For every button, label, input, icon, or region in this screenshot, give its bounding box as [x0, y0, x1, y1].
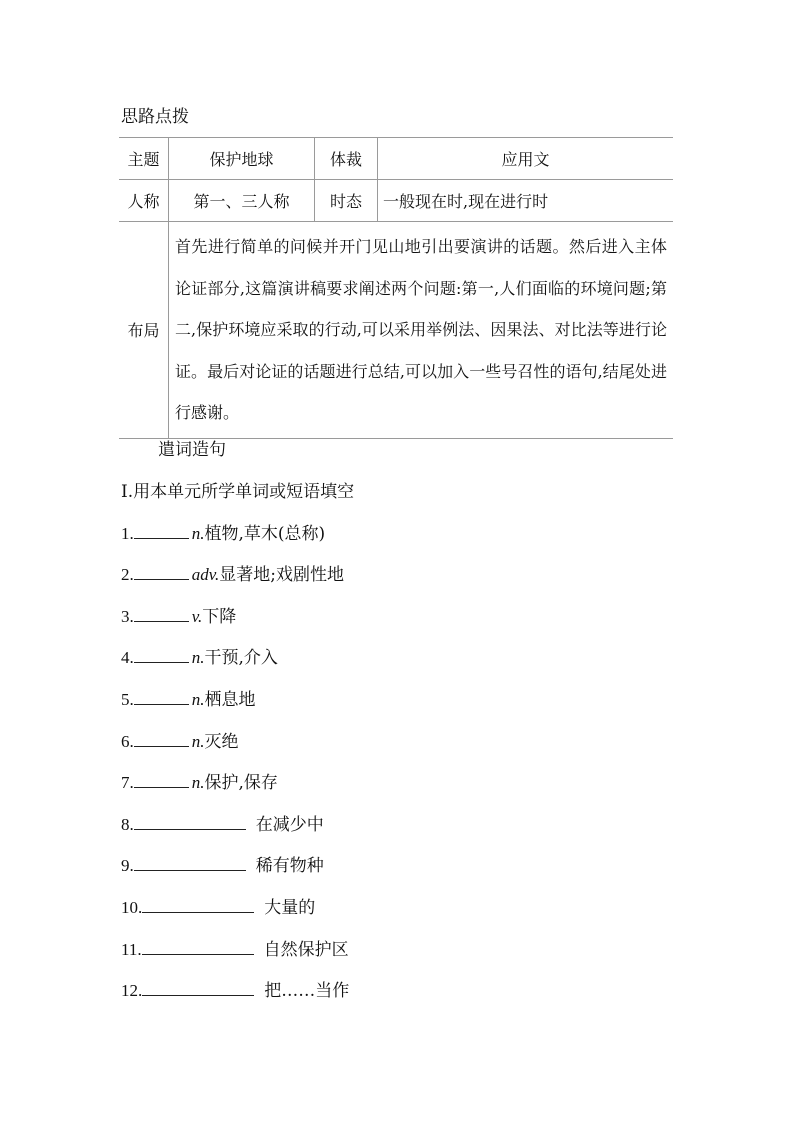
- list-item: [121, 562, 344, 588]
- answer-blank[interactable]: [142, 978, 254, 996]
- list-item: [121, 978, 349, 1004]
- item-number: 9.: [121, 856, 134, 875]
- exercise-title: Ⅰ.用本单元所学单词或短语填空: [121, 482, 355, 502]
- item-number: 6.: [121, 732, 134, 751]
- item-meaning: 干预,介入: [204, 648, 278, 668]
- part-of-speech: n.: [191, 648, 205, 667]
- table-cell-value: 第一、三人称: [169, 180, 315, 222]
- list-item: [121, 937, 349, 963]
- answer-blank[interactable]: [134, 604, 189, 622]
- answer-blank[interactable]: [142, 895, 254, 913]
- table-row: [119, 138, 673, 180]
- table-cell-label: 时态: [315, 180, 378, 222]
- item-number: 7.: [121, 773, 134, 792]
- table-cell-value: 保护地球: [169, 138, 315, 180]
- item-number: 4.: [121, 648, 134, 667]
- part-of-speech: n.: [191, 773, 205, 792]
- answer-blank[interactable]: [134, 645, 189, 663]
- item-number: 1.: [121, 524, 134, 543]
- list-item: [121, 895, 315, 921]
- answer-blank[interactable]: [134, 853, 246, 871]
- section-heading: 思路点拨: [121, 107, 189, 127]
- answer-blank[interactable]: [134, 812, 246, 830]
- item-meaning: 大量的: [264, 898, 316, 918]
- part-of-speech: n.: [191, 732, 205, 751]
- list-item: [121, 687, 256, 713]
- item-meaning: 植物,草木(总称): [204, 524, 326, 544]
- table-cell-label: 主题: [119, 138, 169, 180]
- item-meaning: 保护,保存: [204, 773, 278, 793]
- answer-blank[interactable]: [134, 770, 189, 788]
- item-number: 3.: [121, 607, 134, 626]
- table-cell-label: 布局: [119, 222, 169, 439]
- list-item: [121, 604, 236, 630]
- table-cell-label: 人称: [119, 180, 169, 222]
- item-meaning: 灭绝: [204, 732, 239, 752]
- item-meaning: 显著地;戏剧性地: [219, 565, 345, 585]
- part-of-speech: n.: [191, 690, 205, 709]
- table-cell-value: 应用文: [378, 138, 674, 180]
- part-of-speech: n.: [191, 524, 205, 543]
- list-item: [121, 645, 278, 671]
- list-item: [121, 521, 325, 547]
- table-row: [119, 222, 673, 439]
- item-number: 5.: [121, 690, 134, 709]
- item-meaning: 在减少中: [255, 815, 324, 835]
- subheading: 遣词造句: [158, 440, 226, 460]
- list-item: [121, 812, 324, 838]
- list-item: [121, 853, 324, 879]
- item-meaning: 下降: [202, 607, 237, 627]
- item-number: 11.: [121, 940, 142, 959]
- answer-blank[interactable]: [142, 937, 254, 955]
- answer-blank[interactable]: [134, 729, 189, 747]
- list-item: [121, 770, 278, 796]
- item-meaning: 把……当作: [264, 981, 350, 1001]
- answer-blank[interactable]: [134, 521, 189, 539]
- item-meaning: 稀有物种: [255, 856, 324, 876]
- table-cell-value: 一般现在时,现在进行时: [378, 180, 674, 222]
- item-number: 8.: [121, 815, 134, 834]
- item-number: 12.: [121, 981, 143, 1000]
- part-of-speech: adv.: [191, 565, 220, 584]
- answer-blank[interactable]: [134, 687, 189, 705]
- item-number: 2.: [121, 565, 134, 584]
- item-meaning: 栖息地: [204, 690, 256, 710]
- part-of-speech: v.: [191, 607, 203, 626]
- item-number: 10.: [121, 898, 143, 917]
- list-item: [121, 729, 239, 755]
- answer-blank[interactable]: [134, 562, 189, 580]
- table-cell-label: 体裁: [315, 138, 378, 180]
- writing-plan-table: [119, 137, 673, 439]
- layout-description: 首先进行简单的问候并开门见山地引出要演讲的话题。然后进入主体论证部分,这篇演讲稿要求阐述两个问题:第一,人们面临的环境问题;第二,保护环境应采取的行动,可以采用举例法、因果法、对比法等进行论证。最后对论证的话题进行总结,可以加入一些号召性的语句,结尾处进行感谢。: [169, 222, 674, 439]
- table-row: [119, 180, 673, 222]
- item-meaning: 自然保护区: [263, 940, 349, 960]
